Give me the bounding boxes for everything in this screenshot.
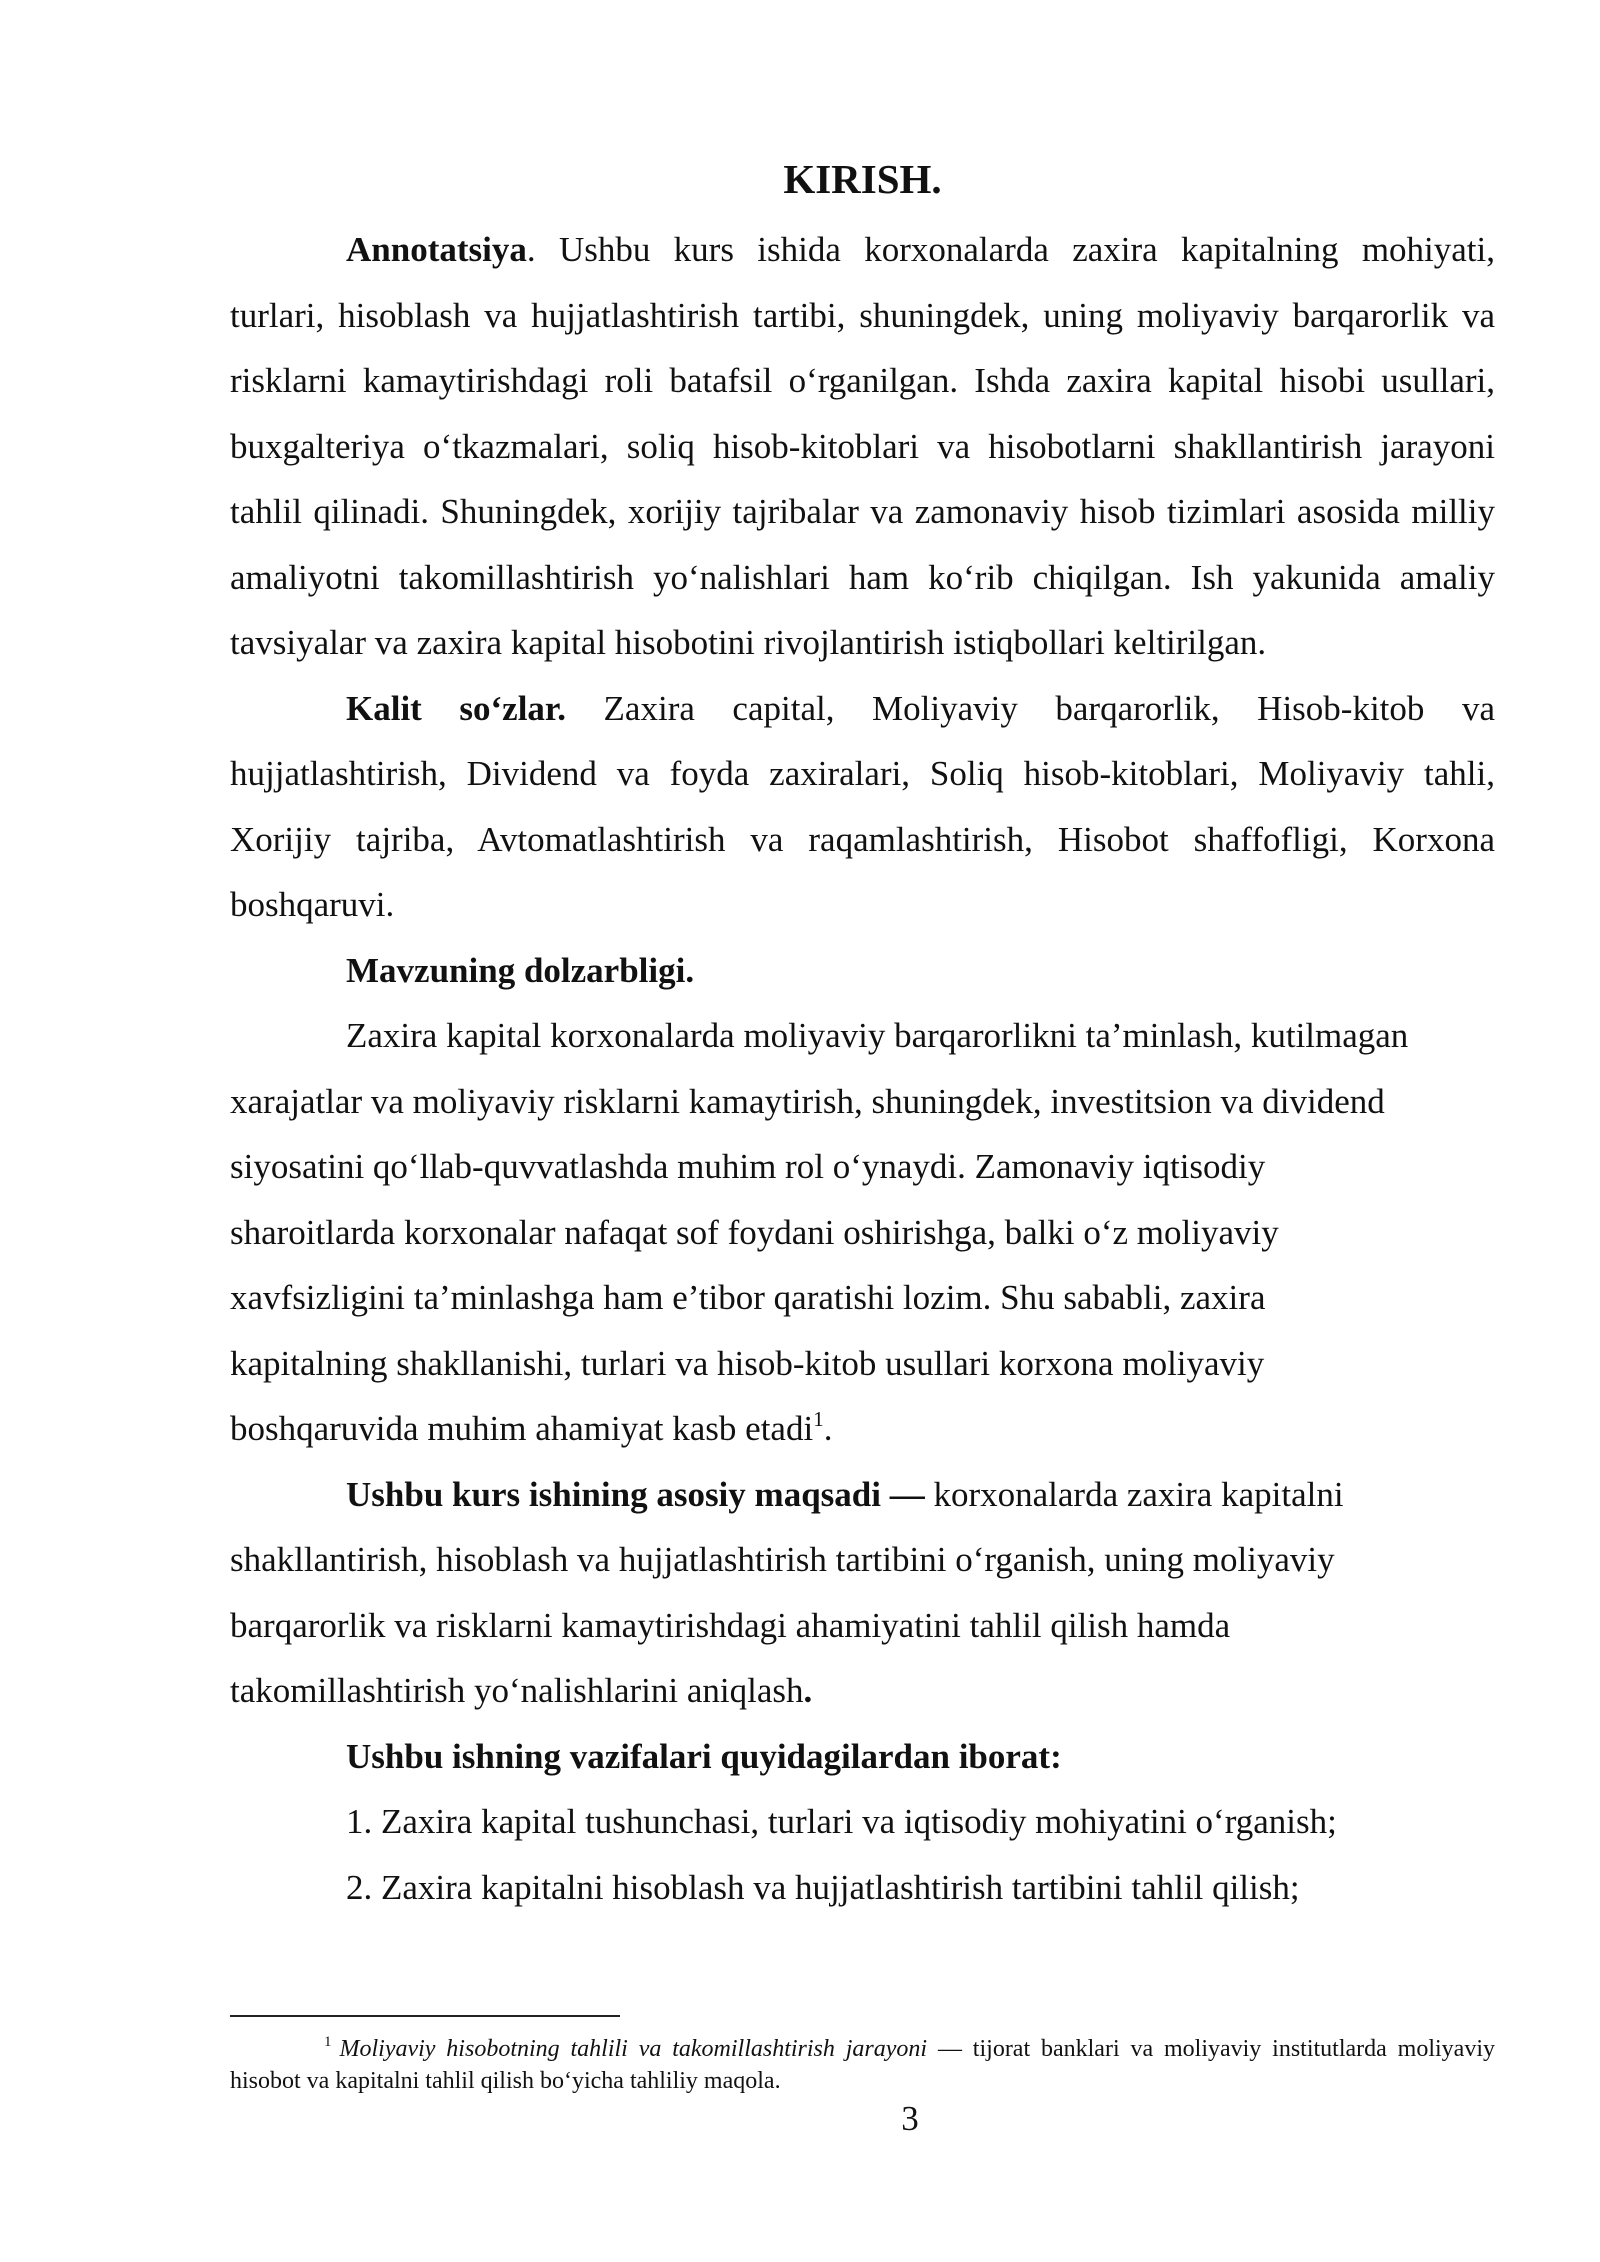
annotation-label: Annotatsiya xyxy=(346,230,527,269)
footnote-text: — tijorat banklari va moliyaviy institutlarda moliyaviy hisobot va kapitalni tahlil qilish bo‘yicha tahliliy maqola. xyxy=(230,2036,1495,2094)
relevance-heading: Mavzuning dolzarbligi. xyxy=(346,950,695,990)
page-title: KIRISH. xyxy=(783,156,942,202)
relevance-line: siyosatini qo‘llab-quvvatlashda muhim rol o‘ynaydi. Zamonaviy iqtisodiy xyxy=(230,1147,1266,1186)
relevance-line: xavfsizligini ta’minlashga ham e’tibor qaratishi lozim. Shu sababli, zaxira xyxy=(230,1278,1266,1317)
body-text xyxy=(230,217,1495,1920)
task-item: 2. Zaxira kapitalni hisoblash va hujjatlashtirish tartibini tahlil qilish; xyxy=(346,1867,1300,1907)
footnote-reference[interactable]: 1 xyxy=(813,1407,824,1431)
goal-line: korxonalarda zaxira kapitalni xyxy=(924,1474,1344,1514)
keywords-paragraph xyxy=(230,676,1495,938)
keywords-text: Zaxira capital, Moliyaviy barqarorlik, Hisob-kitob va hujjatlashtirish, Dividend va foyda zaxiralari, Soliq hisob-kitoblari, Moliyaviy tahli, Xorijiy tajriba, Avtomatlashtirish va raqamlashtirish, Hisobot shaffofligi, Korxona boshqaruvi. xyxy=(230,688,1495,924)
tasks-heading: Ushbu ishning vazifalari quyidagilardan iborat: xyxy=(346,1736,1062,1776)
goal-label: Ushbu kurs ishining asosiy maqsadi — xyxy=(346,1474,925,1514)
footnote xyxy=(230,2033,1495,2097)
footnote-separator xyxy=(230,2015,620,2017)
footnote-title: Moliyaviy hisobotning tahlili va takomillashtirish jarayoni xyxy=(339,2036,928,2062)
relevance-line: sharoitlarda korxonalar nafaqat sof foydani oshirishga, balki o‘z moliyaviy xyxy=(230,1212,1279,1252)
task-item: 1. Zaxira kapital tushunchasi, turlari va iqtisodiy mohiyatini o‘rganish; xyxy=(346,1802,1337,1841)
annotation-text: . Ushbu kurs ishida korxonalarda zaxira kapitalning mohiyati, turlari, hisoblash va hujjatlashtirish tartibi, shuningdek, uning moliyaviy barqarorlik va risklarni kamaytirishdagi roli batafsil o‘rganilgan. Ishda zaxira kapital hisobi usullari, buxgalteriya o‘tkazmalari, soliq hisob-kitoblari va hisobotlarni shakllantirish jarayoni tahlil qilinadi. Shuningdek, xorijiy tajribalar va zamonaviy hisob tizimlari asosida milliy amaliyotni takomillashtirish yo‘nalishlari ham ko‘rib chiqilgan. Ish yakunida amaliy tavsiyalar va zaxira kapital hisobotini rivojlantirish istiqbollari keltirilgan. xyxy=(230,230,1495,662)
annotation-paragraph xyxy=(230,217,1495,676)
footnote-mark: 1 xyxy=(324,2034,332,2050)
goal-line: barqarorlik va risklarni kamaytirishdagi ahamiyatini tahlil qilish hamda xyxy=(230,1605,1231,1645)
goal-line: shakllantirish, hisoblash va hujjatlashtirish tartibini o‘rganish, uning moliyaviy xyxy=(230,1540,1335,1579)
relevance-paragraph: Zaxira kapital korxonalarda moliyaviy barqarorlikni ta’minlash, kutilmagan xarajatlar va moliyaviy risklarni kamaytirish, shuningdek, investitsion va dividend siyosatini qo‘llab-quvvatlashda muhim rol o‘ynaydi. Zamonaviy iqtisodiy sharoitlarda korxonalar nafaqat sof foydani oshirishga, balki o‘z moliyaviy xavfsizligini ta’minlashga ham e’tibor qaratishi lozim. Shu sababli, zaxira kapitalning shakllanishi, turlari va hisob-kitob usullari korxona moliyaviy boshqaruvida muhim ahamiyat kasb etadi$^1$. xyxy=(230,1016,1409,1448)
relevance-line: boshqaruvida muhim ahamiyat kasb etadi xyxy=(230,1409,814,1448)
page-number: 3 xyxy=(901,2099,919,2138)
relevance-line: Zaxira kapital korxonalarda moliyaviy barqarorlikni ta’minlash, kutilmagan xyxy=(346,1016,1409,1055)
goal-line: takomillashtirish yo‘nalishlarini aniqlash xyxy=(230,1671,804,1710)
relevance-line: xarajatlar va moliyaviy risklarni kamaytirish, shuningdek, investitsion va dividend xyxy=(230,1081,1385,1121)
relevance-line: kapitalning shakllanishi, turlari va hisob-kitob usullari korxona moliyaviy xyxy=(230,1343,1265,1383)
goal-paragraph: Ushbu kurs ishining asosiy maqsadi — korxonalarda zaxira kapitalni shakllantirish, hisoblash va hujjatlashtirish tartibini o‘rganish, uning moliyaviy barqarorlik va risklarni kamaytirishdagi ahamiyatini tahlil qilish hamda takomillashtirish yo‘nalishlarini aniqlash. xyxy=(230,1474,1344,1710)
keywords-label: Kalit so‘zlar. xyxy=(346,688,566,728)
